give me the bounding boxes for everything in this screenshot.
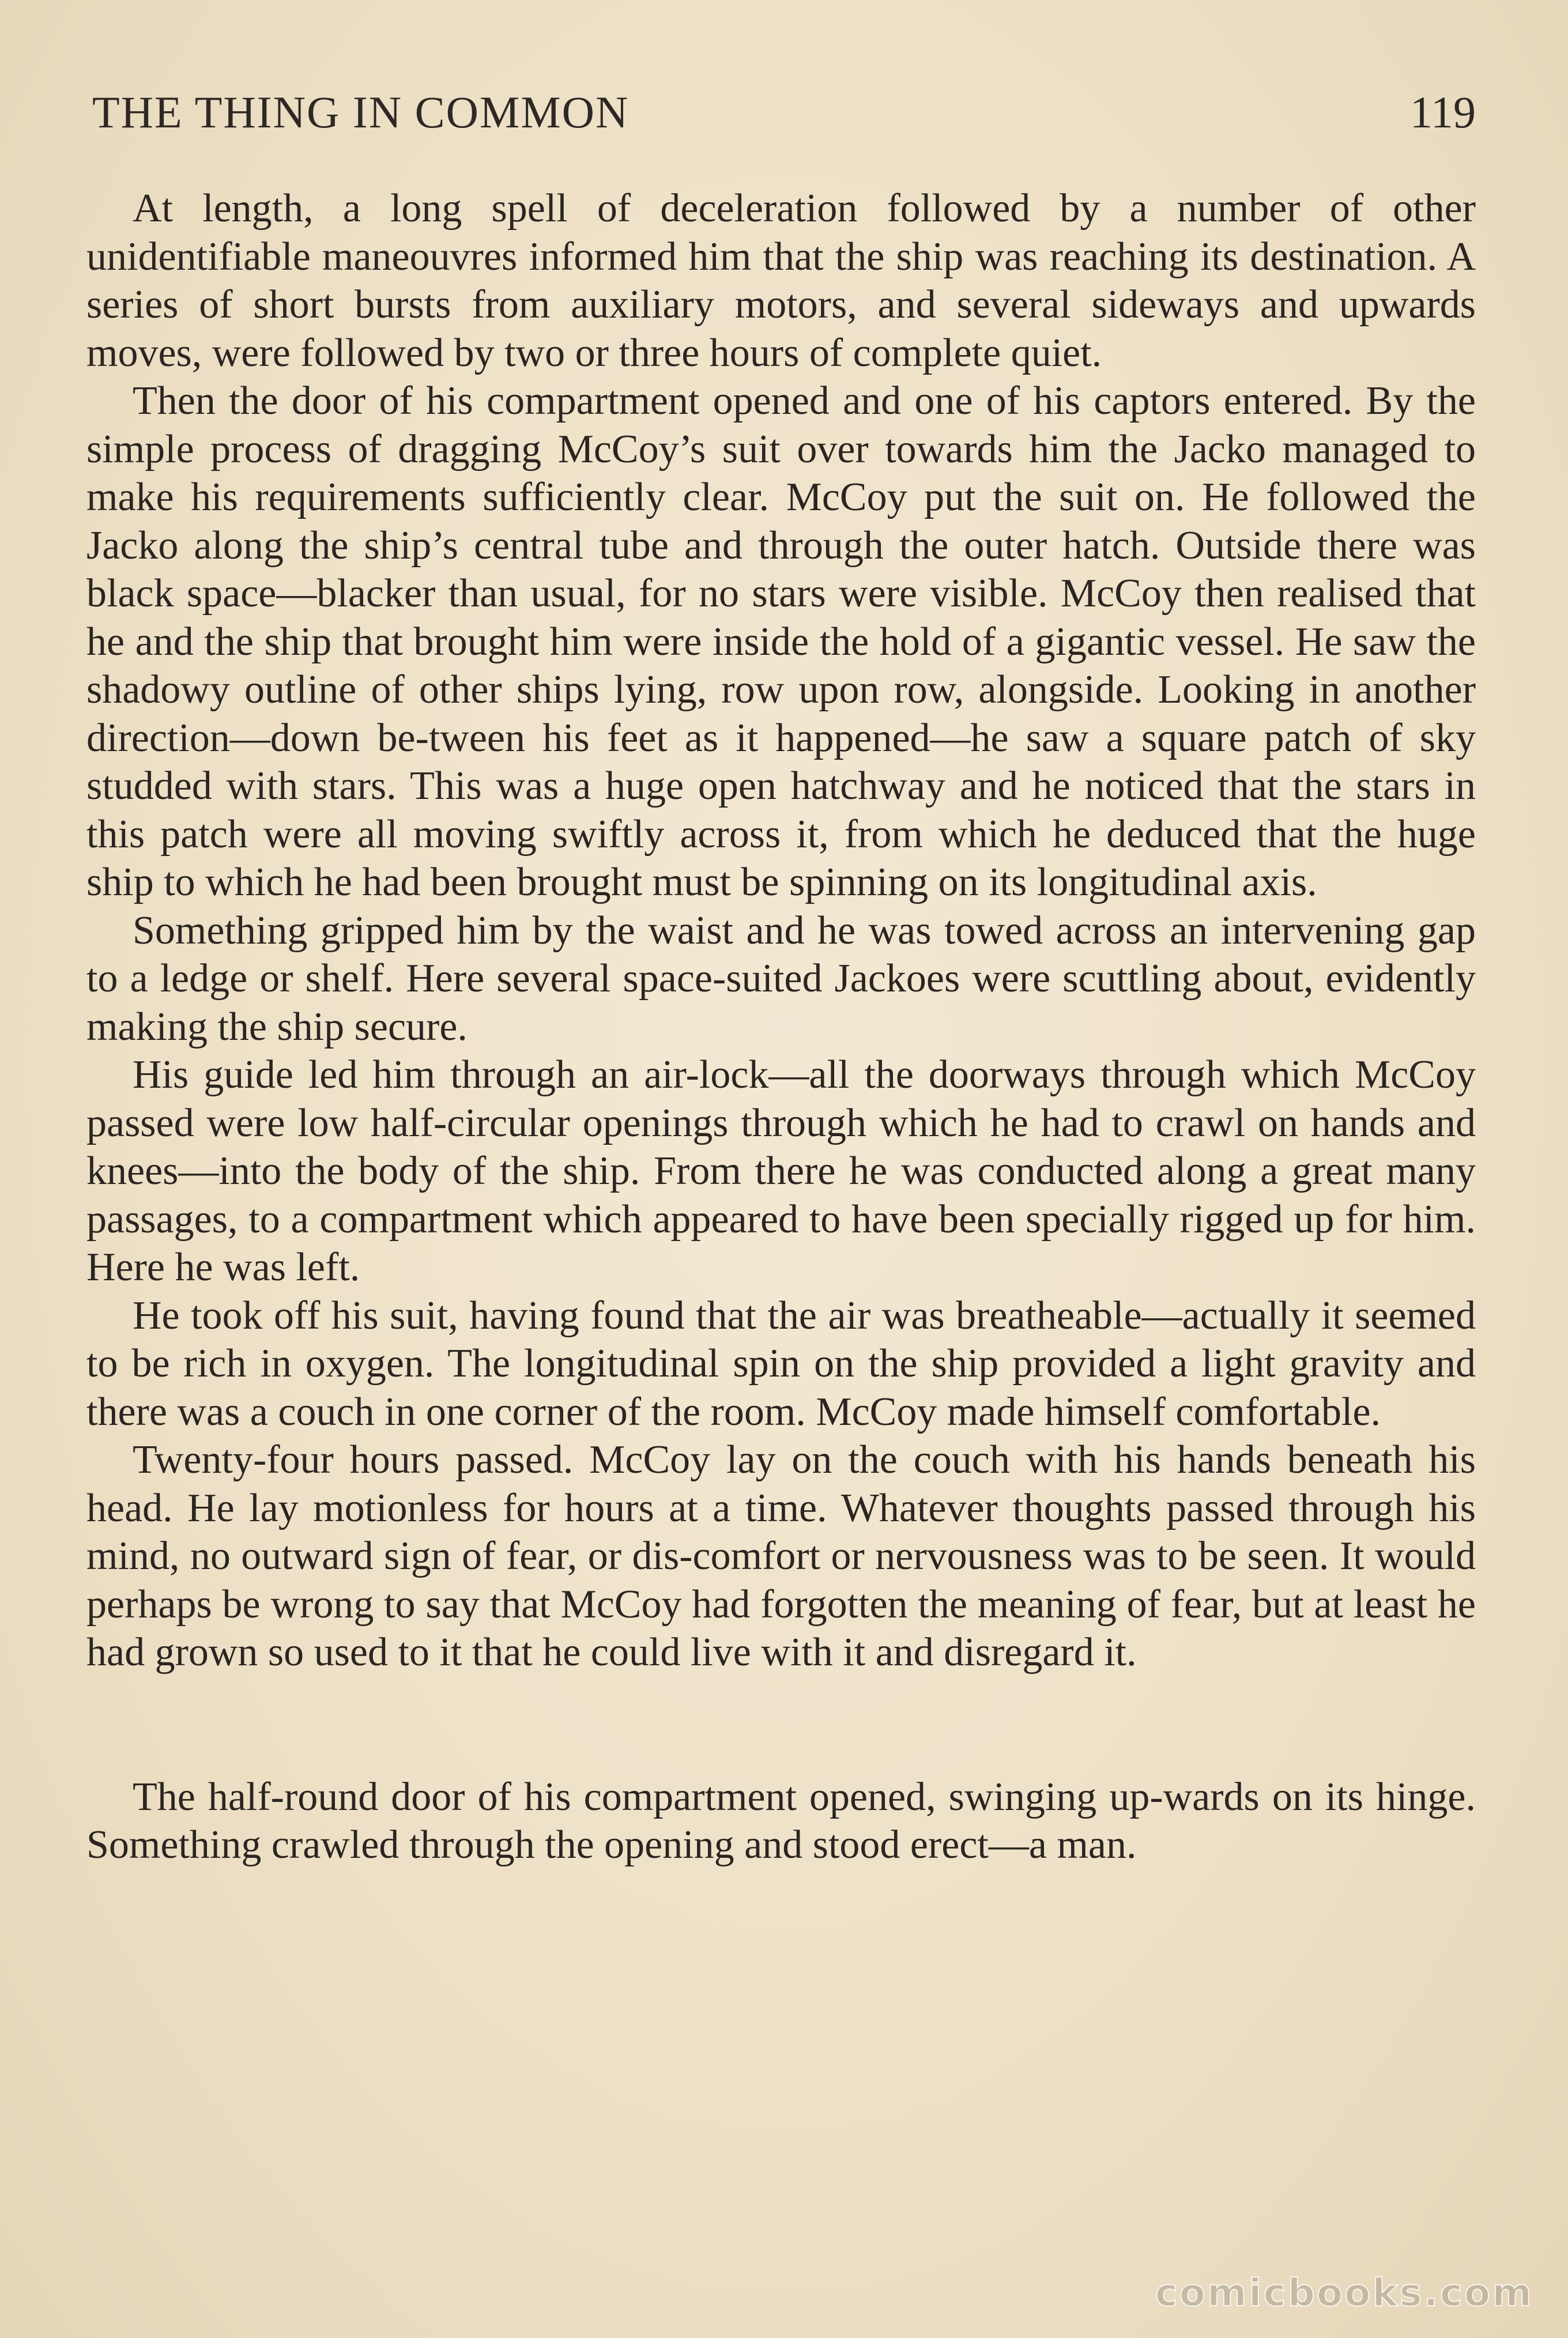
- paragraph: The half-round door of his compartment opened, swinging up-wards on its hinge. Something crawled through the opening and stood erect—a man.: [86, 1774, 1476, 1867]
- paragraph: His guide led him through an air-lock—all the doorways through which McCoy passed were low half-circular openings through which he had to crawl on hands and knees—into the body of the ship. From there he was conducted along a great many passages, to a compartment which appeared to have been specially rigged up for him. Here he was left.: [86, 1053, 1476, 1289]
- paragraph: Then the door of his compartment opened and one of his captors entered. By the simple process of dragging McCoy’s suit over towards him the Jacko managed to make his requirements sufficiently clear. McCoy put the suit on. He followed the Jacko along the ship’s central tube and through the outer hatch. Outside there was black space—blacker than usual, for no stars were visible. McCoy then realised that he and the ship that brought him were inside the hold of a gigantic vessel. He saw the shadowy outline of other ships lying, row upon row, alongside. Looking in another direction—down be-tween his feet as it happened—he saw a square patch of sky studded with stars. This was a huge open hatchway and he noticed that the stars in this patch were all moving swiftly across it, from which he deduced that the huge ship to which he had been brought must be spinning on its longitudinal axis.: [86, 379, 1476, 904]
- page-number: 119: [1409, 87, 1476, 137]
- watermark: comicbooks.com: [1155, 2271, 1533, 2315]
- section-break: [86, 1677, 1476, 1773]
- body-text: [86, 184, 1476, 1869]
- running-head: [92, 86, 1476, 150]
- paragraph: At length, a long spell of deceleration followed by a number of other unidentifiable maneouvres informed him that the ship was reaching its destination. A series of short bursts from auxiliary motors, and several sideways and upwards moves, were followed by two or three hours of complete quiet.: [86, 186, 1476, 375]
- paragraph: Something gripped him by the waist and he was towed across an intervening gap to a ledge or shelf. Here several space-suited Jackoes were scuttling about, evidently making the ship secure.: [86, 908, 1476, 1049]
- running-title: THE THING IN COMMON: [92, 87, 630, 137]
- paragraph: Twenty-four hours passed. McCoy lay on the couch with his hands beneath his head. He lay motionless for hours at a time. Whatever thoughts passed through his mind, no outward sign of fear, or dis-comfort or nervousness was to be seen. It would perhaps be wrong to say that McCoy had forgotten the meaning of fear, but at least he had grown so used to it that he could live with it and disregard it.: [86, 1438, 1476, 1675]
- paragraph: He took off his suit, having found that the air was breatheable—actually it seemed to be rich in oxygen. The longitudinal spin on the ship provided a light gravity and there was a couch in one corner of the room. McCoy made himself comfortable.: [86, 1293, 1476, 1434]
